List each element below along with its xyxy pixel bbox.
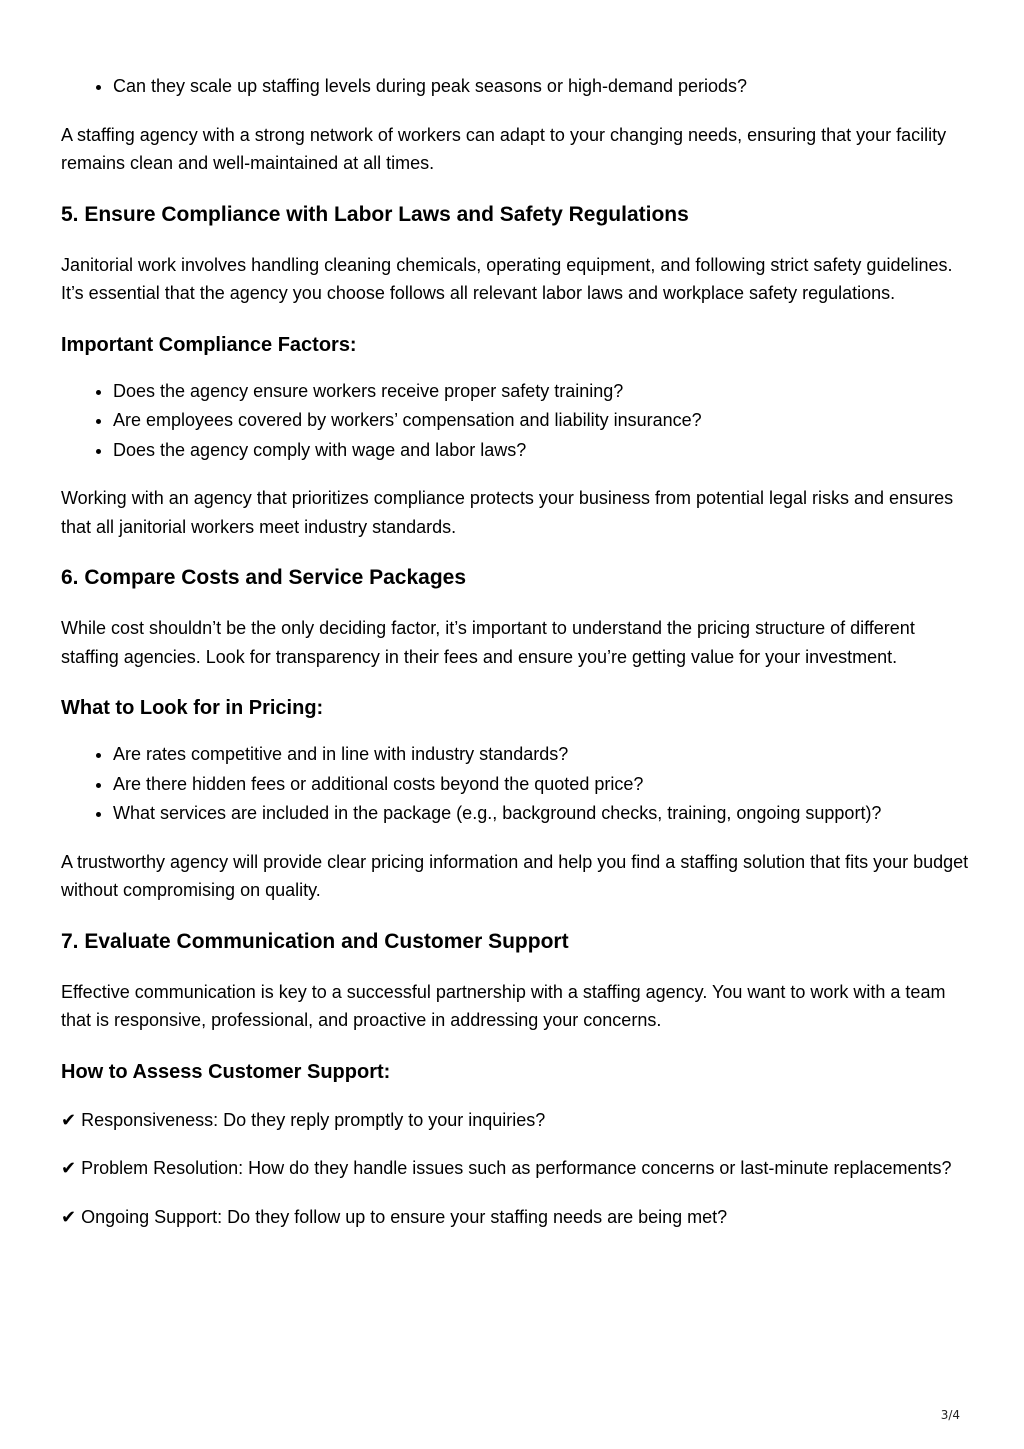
list-item: • Are there hidden fees or additional costs beyond the quoted price? — [113, 770, 971, 800]
section-6-closing: A trustworthy agency will provide clear pricing information and help you find a staffing solution that fits your budget without compromising on quality. — [61, 851, 969, 900]
list-item: • Can they scale up staffing levels during peak seasons or high-demand periods? — [113, 72, 971, 102]
check-item-problem-resolution: ✔ Problem Resolution: How do they handle issues such as performance concerns or last-minute replacements? — [61, 1158, 952, 1178]
intro-list — [61, 72, 971, 102]
section-5-list — [61, 377, 971, 466]
intro-paragraph: A staffing agency with a strong network of workers can adapt to your changing needs, ensuring that your facility remains clean and well-maintained at all times. — [61, 124, 947, 173]
section-6-list — [61, 740, 971, 829]
list-item: • Does the agency comply with wage and labor laws? — [113, 436, 971, 466]
document-page — [61, 72, 971, 1231]
section-7-subheading: How to Assess Customer Support: — [61, 1060, 391, 1083]
check-item-ongoing-support: ✔ Ongoing Support: Do they follow up to ensure your staffing needs are being met? — [61, 1206, 728, 1227]
section-6-subheading: What to Look for in Pricing: — [61, 697, 324, 719]
section-5-subheading: Important Compliance Factors: — [61, 333, 357, 356]
page-number: 3/4 — [940, 1408, 960, 1422]
section-6-paragraph: While cost shouldn’t be the only deciding factor, it’s important to understand the pricing structure of different staffing agencies. Look for transparency in their fees and ensure you’re getting value for your investment. — [61, 618, 915, 667]
section-6-heading: 6. Compare Costs and Service Packages — [61, 566, 467, 589]
section-7-heading: 7. Evaluate Communication and Customer Support — [61, 929, 569, 953]
list-item: • Are rates competitive and in line with industry standards? — [113, 740, 971, 770]
section-5-heading: 5. Ensure Compliance with Labor Laws and Safety Regulations — [61, 202, 689, 226]
list-item: • Are employees covered by workers’ compensation and liability insurance? — [113, 406, 971, 436]
section-5-closing: Working with an agency that prioritizes compliance protects your business from potential legal risks and ensures that all janitorial workers meet industry standards. — [61, 488, 954, 537]
check-item-responsiveness: ✔ Responsiveness: Do they reply promptly to your inquiries? — [61, 1109, 546, 1130]
section-5-paragraph: Janitorial work involves handling cleaning chemicals, operating equipment, and following strict safety guidelines. It’s essential that the agency you choose follows all relevant labor laws and workplace safety regulations. — [61, 254, 953, 303]
section-7-paragraph: Effective communication is key to a successful partnership with a staffing agency. You want to work with a team that is responsive, professional, and proactive in addressing your concerns. — [61, 981, 946, 1030]
list-item: • What services are included in the package (e.g., background checks, training, ongoing support)? — [113, 799, 971, 829]
list-item: • Does the agency ensure workers receive proper safety training? — [113, 377, 971, 407]
